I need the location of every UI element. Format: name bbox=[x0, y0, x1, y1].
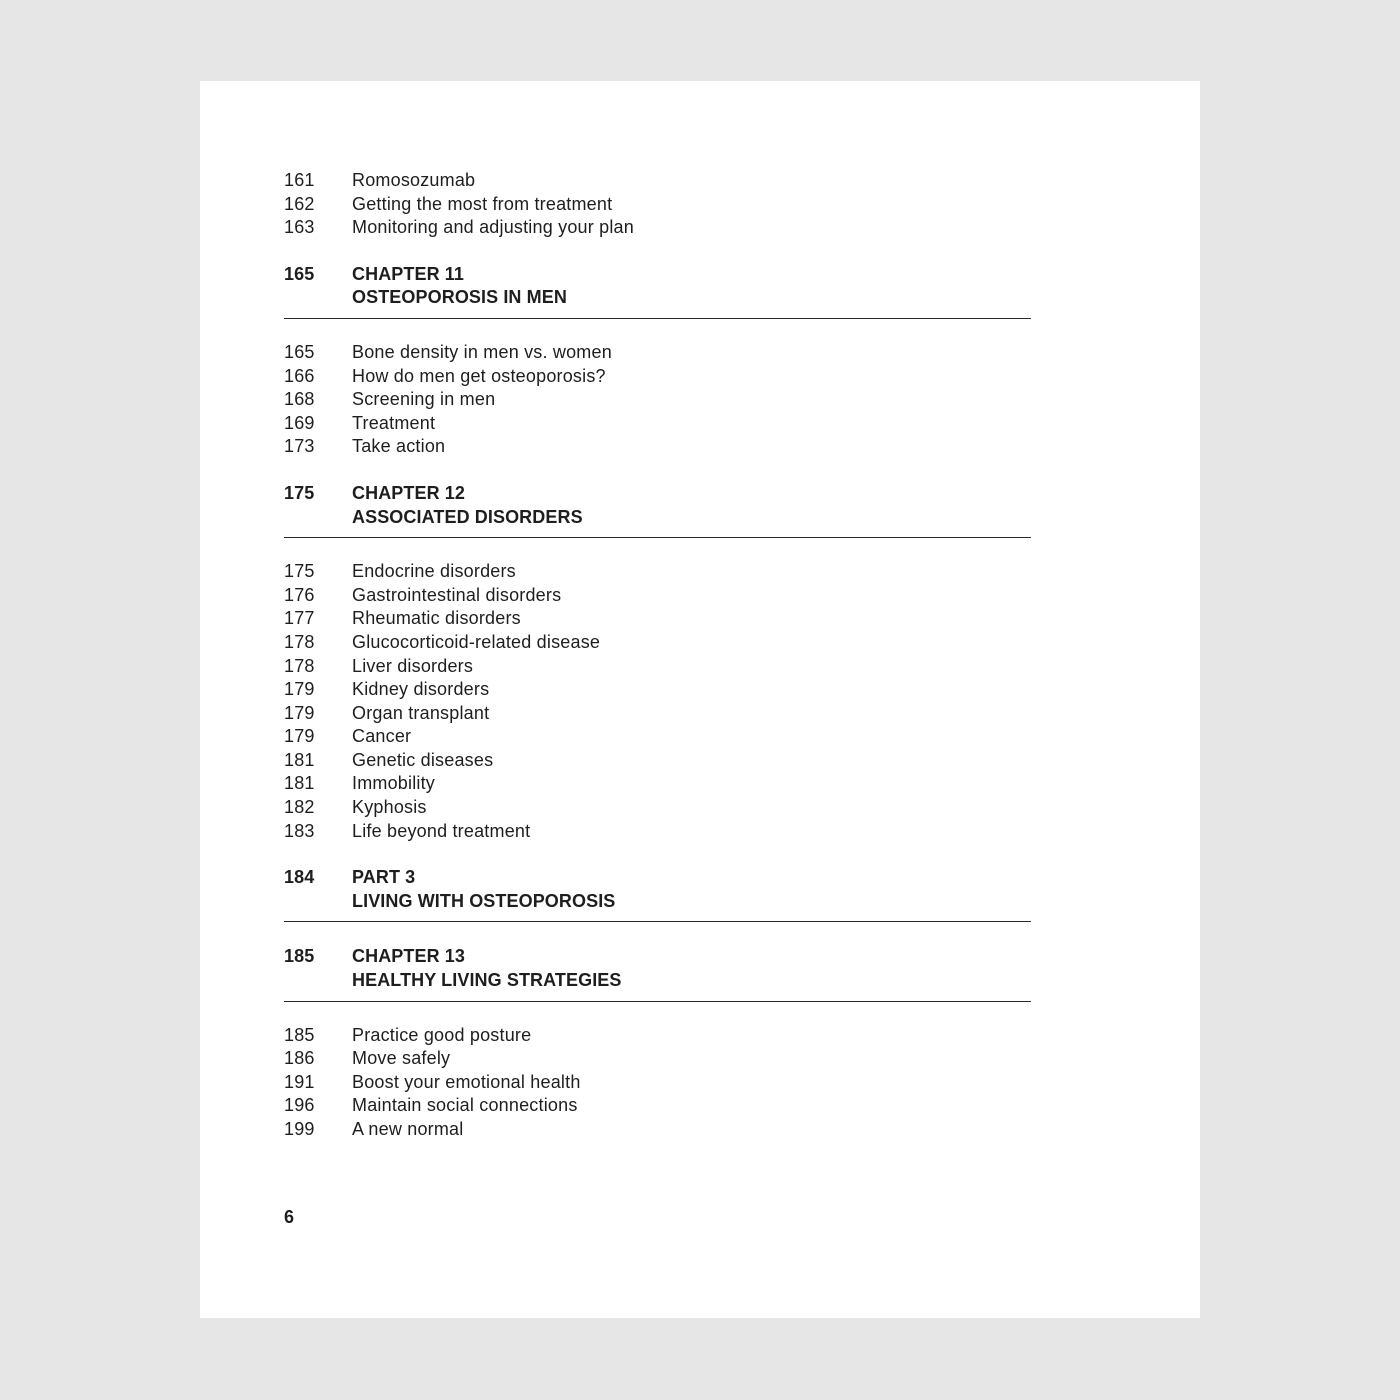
toc-entry bbox=[284, 193, 1031, 217]
toc-page-number: 176 bbox=[284, 584, 315, 605]
toc-entry bbox=[284, 678, 1031, 702]
heading-title: OSTEOPOROSIS IN MEN bbox=[352, 287, 567, 308]
toc-entry-title: Genetic diseases bbox=[352, 749, 494, 770]
toc-entry-title: Move safely bbox=[352, 1048, 451, 1069]
toc-page-number: 181 bbox=[284, 773, 315, 794]
toc-entry-title: Organ transplant bbox=[352, 702, 490, 723]
toc-page-number: 183 bbox=[284, 820, 315, 841]
toc-entry bbox=[284, 702, 1031, 726]
toc-page-number: 179 bbox=[284, 726, 315, 747]
toc-entry-title: Glucocorticoid-related disease bbox=[352, 631, 601, 652]
table-of-contents bbox=[284, 169, 1031, 1142]
toc-entry-title: Gastrointestinal disorders bbox=[352, 584, 562, 605]
toc-page-number: 165 bbox=[284, 341, 315, 362]
chapter-11-heading bbox=[284, 263, 1031, 319]
toc-entry bbox=[284, 631, 1031, 655]
toc-page-number: 161 bbox=[284, 170, 315, 190]
toc-entry bbox=[284, 341, 1031, 365]
toc-entry bbox=[284, 749, 1031, 773]
heading-page-number: 184 bbox=[284, 867, 315, 888]
toc-page-number: 179 bbox=[284, 679, 315, 700]
page-folio-number: 6 bbox=[284, 1207, 295, 1227]
toc-page-number: 181 bbox=[284, 749, 315, 770]
chapter-13-heading bbox=[284, 945, 1031, 1001]
toc-page-number: 178 bbox=[284, 655, 315, 676]
toc-entry-title: Endocrine disorders bbox=[352, 561, 516, 582]
toc-entry-title: Maintain social connections bbox=[352, 1095, 578, 1116]
toc-entry-title: Bone density in men vs. women bbox=[352, 341, 612, 362]
toc-page-number: 191 bbox=[284, 1071, 315, 1092]
toc-entry bbox=[284, 365, 1031, 389]
book-page bbox=[200, 81, 1200, 1318]
heading-page-number: 185 bbox=[284, 946, 315, 967]
toc-page-number: 186 bbox=[284, 1048, 315, 1069]
toc-entry bbox=[284, 796, 1031, 820]
toc-page-number: 168 bbox=[284, 389, 315, 410]
toc-entry bbox=[284, 584, 1031, 608]
toc-entry bbox=[284, 560, 1031, 584]
toc-entry-title: A new normal bbox=[352, 1119, 464, 1139]
toc-entry bbox=[284, 1071, 1031, 1095]
heading-page-number: 165 bbox=[284, 263, 315, 284]
toc-entry-title: Romosozumab bbox=[352, 170, 476, 190]
heading-label: CHAPTER 11 bbox=[352, 263, 465, 284]
toc-entry bbox=[284, 1047, 1031, 1071]
heading-title: HEALTHY LIVING STRATEGIES bbox=[352, 970, 622, 991]
toc-entry bbox=[284, 169, 1031, 193]
toc-entry bbox=[284, 1118, 1031, 1142]
heading-title: LIVING WITH OSTEOPOROSIS bbox=[352, 890, 616, 911]
toc-block-chapter-12 bbox=[284, 560, 1031, 843]
toc-entry bbox=[284, 1094, 1031, 1118]
toc-page-number: 177 bbox=[284, 608, 315, 629]
toc-entry bbox=[284, 388, 1031, 412]
toc-entry-title: Screening in men bbox=[352, 389, 496, 410]
toc-entry-title: Practice good posture bbox=[352, 1024, 532, 1045]
toc-page-number: 178 bbox=[284, 631, 315, 652]
toc-page-number: 179 bbox=[284, 702, 315, 723]
toc-block-chapter-11 bbox=[284, 341, 1031, 459]
toc-block-chapter-10-end bbox=[284, 169, 1031, 240]
toc-entry-title: Boost your emotional health bbox=[352, 1071, 581, 1092]
toc-entry bbox=[284, 412, 1031, 436]
toc-entry bbox=[284, 1024, 1031, 1048]
toc-page-number: 169 bbox=[284, 412, 315, 433]
toc-entry-title: Kidney disorders bbox=[352, 679, 490, 700]
heading-title: ASSOCIATED DISORDERS bbox=[352, 506, 583, 527]
heading-page-number: 175 bbox=[284, 482, 315, 503]
toc-entry bbox=[284, 607, 1031, 631]
toc-page-number: 173 bbox=[284, 436, 315, 457]
toc-entry bbox=[284, 725, 1031, 749]
toc-entry bbox=[284, 655, 1031, 679]
toc-page-number: 196 bbox=[284, 1095, 315, 1116]
toc-entry-title: Treatment bbox=[352, 412, 436, 433]
toc-entry-title: Getting the most from treatment bbox=[352, 193, 613, 214]
toc-page-number: 199 bbox=[284, 1119, 315, 1139]
toc-page-number: 163 bbox=[284, 217, 315, 238]
chapter-12-heading bbox=[284, 482, 1031, 538]
toc-block-chapter-13 bbox=[284, 1024, 1031, 1142]
toc-page-number: 185 bbox=[284, 1024, 315, 1045]
toc-entry-title: How do men get osteoporosis? bbox=[352, 365, 606, 386]
toc-entry-title: Rheumatic disorders bbox=[352, 608, 521, 629]
toc-entry bbox=[284, 216, 1031, 240]
heading-label: CHAPTER 13 bbox=[352, 946, 466, 967]
toc-page-number: 175 bbox=[284, 561, 315, 582]
toc-entry bbox=[284, 435, 1031, 459]
toc-entry-title: Kyphosis bbox=[352, 797, 427, 818]
toc-page-number: 166 bbox=[284, 365, 315, 386]
toc-entry-title: Immobility bbox=[352, 773, 436, 794]
toc-entry bbox=[284, 772, 1031, 796]
toc-page-number: 162 bbox=[284, 193, 315, 214]
toc-entry bbox=[284, 820, 1031, 844]
toc-entry-title: Life beyond treatment bbox=[352, 820, 531, 841]
toc-entry-title: Liver disorders bbox=[352, 655, 474, 676]
heading-label: CHAPTER 12 bbox=[352, 482, 466, 503]
toc-entry-title: Cancer bbox=[352, 726, 412, 747]
part-3-heading bbox=[284, 866, 1031, 922]
toc-entry-title: Take action bbox=[352, 436, 446, 457]
toc-page-number: 182 bbox=[284, 797, 315, 818]
toc-entry-title: Monitoring and adjusting your plan bbox=[352, 217, 634, 238]
heading-label: PART 3 bbox=[352, 867, 416, 888]
